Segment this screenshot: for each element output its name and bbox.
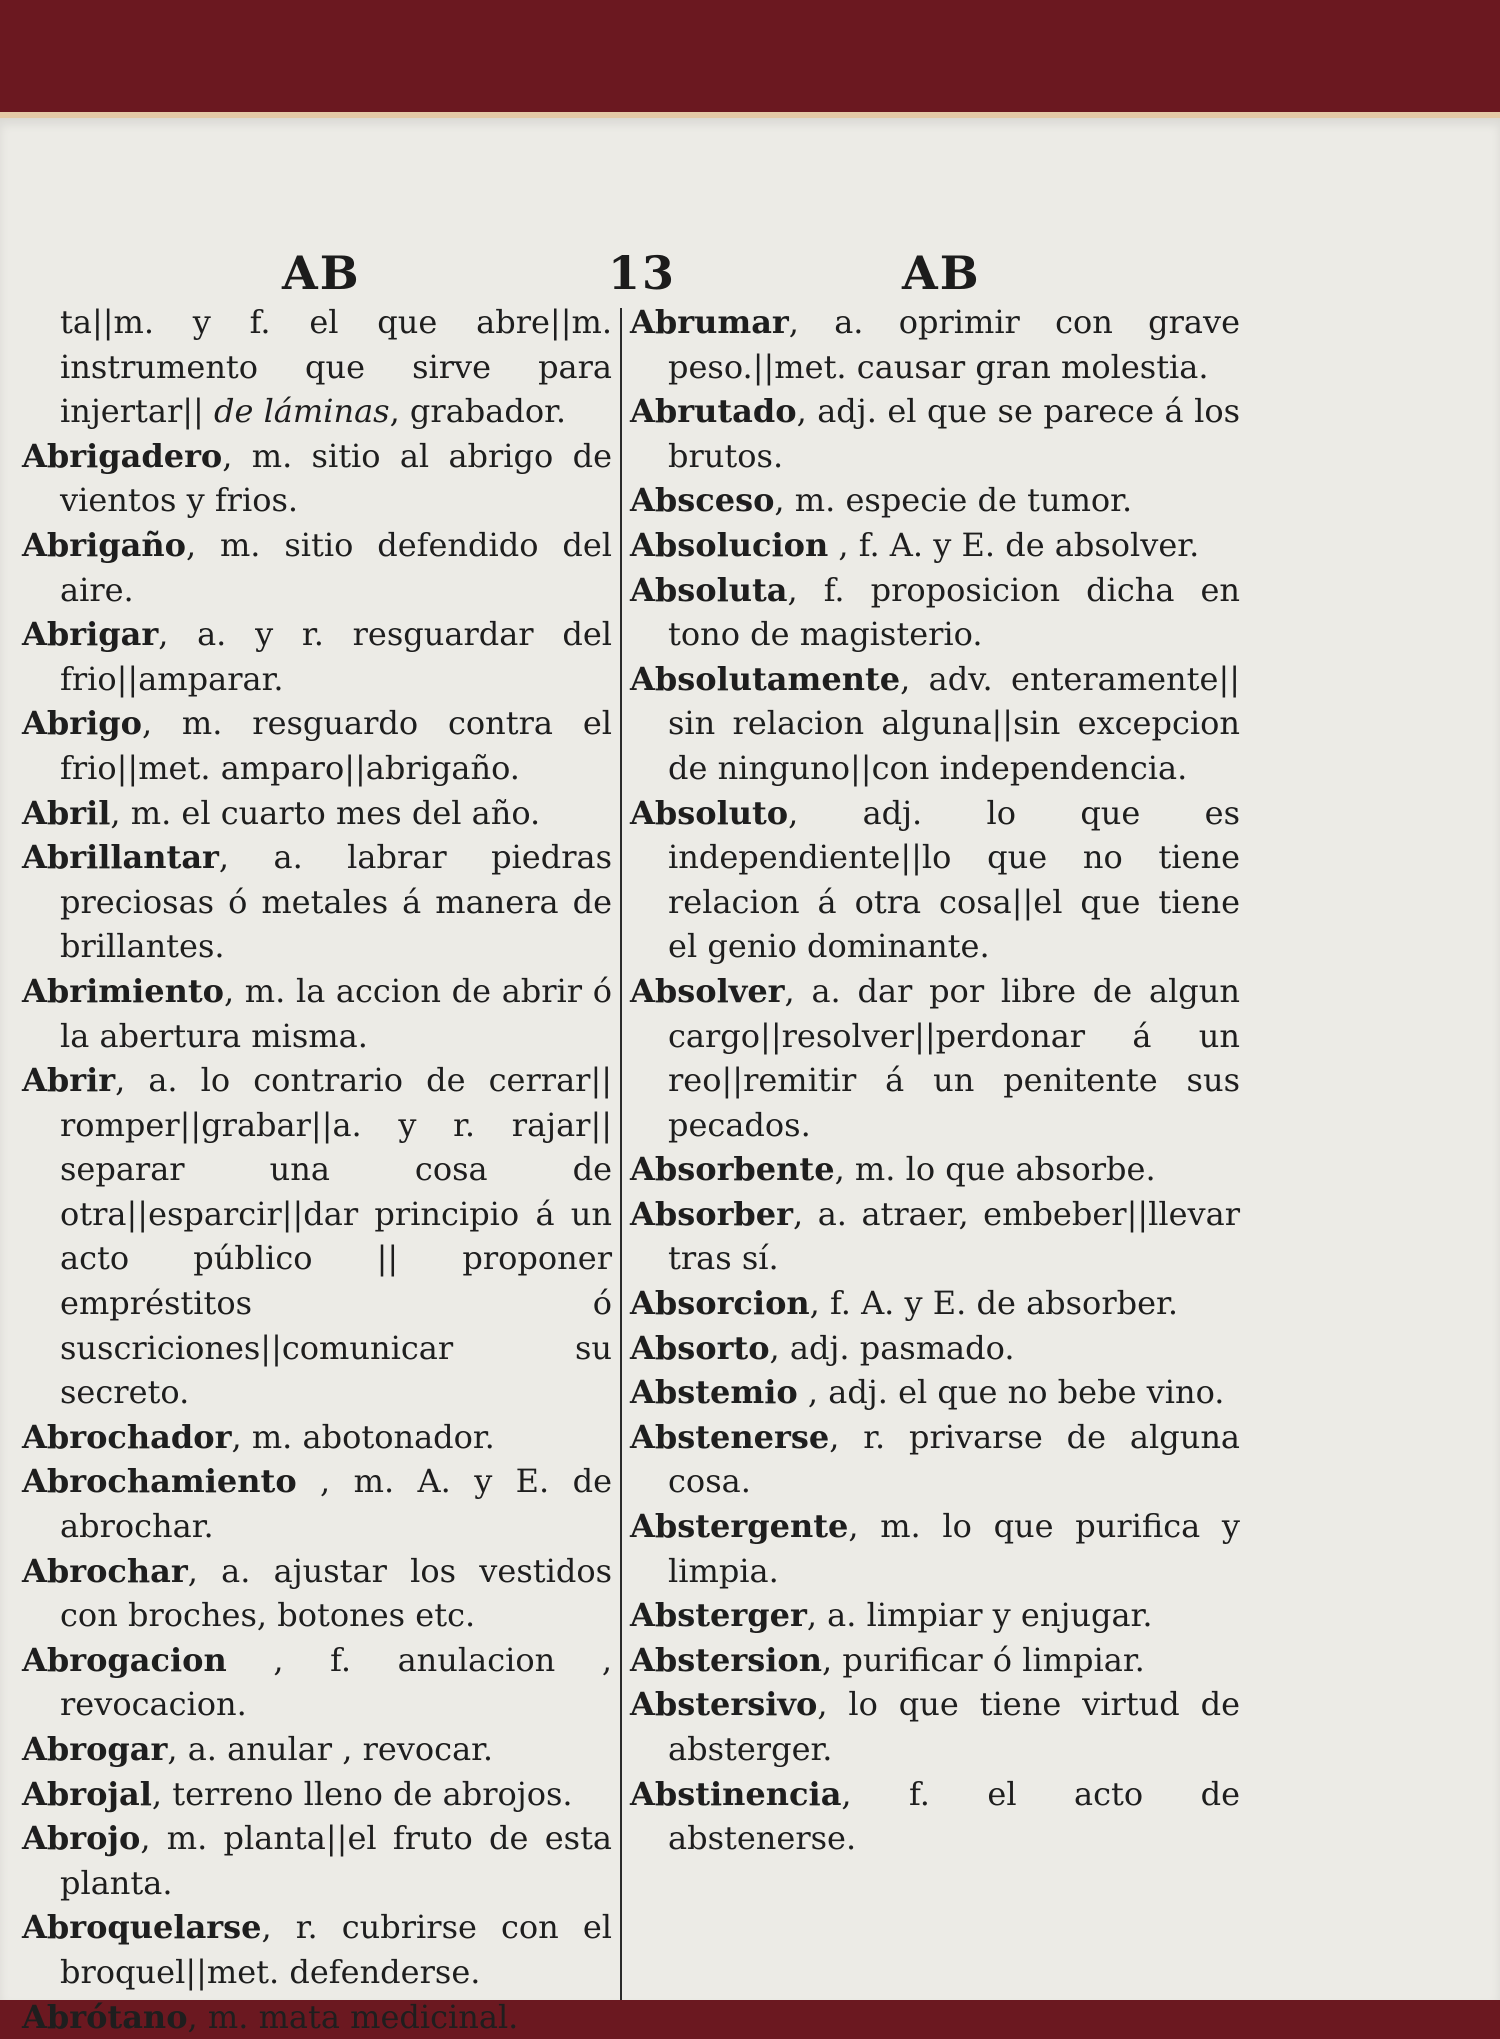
entry-definition: , m. la accion de abrir ó la abertura misma. [60, 971, 612, 1055]
entry-definition: , f. A. y E. de absolver. [828, 525, 1200, 564]
entry-headword: Absolutamente [630, 659, 901, 698]
entry-headword: Abril [22, 793, 111, 832]
entry-definition: , r. cubrirse con el broquel||met. defenderse. [60, 1908, 612, 1991]
dictionary-entry [22, 1905, 612, 1994]
dictionary-entry [22, 1816, 612, 1905]
entry-definition: , a. lo contrario de cerrar|| romper||grabar||a. y r. rajar|| separar una cosa de otra||esparcir||dar principio á un acto público || proponer empréstitos ó suscriciones||comunicar su secreto. [60, 1061, 612, 1412]
dictionary-entry [630, 1772, 1240, 1861]
entry-headword: Abrigar [22, 615, 159, 654]
dictionary-entry [630, 1638, 1240, 1683]
dictionary-entry [22, 1638, 612, 1727]
entry-definition: , f. proposicion dicha en tono de magisterio. [668, 570, 1240, 654]
entry-headword: Abrigo [22, 704, 142, 743]
entry-definition-tail: , grabador. [389, 392, 567, 431]
dictionary-entry [22, 1995, 612, 2039]
entry-headword: Abrochamiento [22, 1462, 297, 1501]
dictionary-entry [630, 389, 1240, 478]
entry-definition: ta||m. y f. el que abre||m. instrumento que sirve para injertar|| [60, 303, 612, 431]
entry-definition: , a. y r. resguardar del frio||amparar. [60, 615, 612, 698]
entry-definition: , adj. el que no bebe vino. [797, 1373, 1225, 1412]
entry-headword: Abrogar [22, 1730, 168, 1768]
entry-definition: , m. abotonador. [231, 1417, 495, 1456]
entry-definition: , m. planta||el fruto de esta planta. [60, 1819, 612, 1902]
left-column [22, 300, 612, 2039]
dictionary-entry [630, 791, 1240, 969]
entry-headword: Abrótano [22, 1997, 188, 2036]
entry-definition: , a. ajustar los vestidos con broches, botones etc. [60, 1551, 612, 1635]
running-head-left: AB [282, 246, 361, 300]
entry-italic-phrase: de láminas [213, 392, 390, 431]
entry-definition: , adj. lo que es independiente||lo que no tiene relacion á otra cosa||el que tiene el genio dominante. [668, 793, 1240, 966]
entry-definition: , a. dar por libre de algun cargo||resolver||perdonar á un reo||remitir á un penitente sus pecados. [668, 971, 1240, 1144]
dictionary-entry [630, 1192, 1240, 1281]
entry-headword: Absoluta [630, 570, 788, 609]
entry-headword: Abstinencia [630, 1774, 842, 1813]
entry-headword: Abrigaño [22, 525, 186, 564]
entry-definition: , f. anulacion , revocacion. [60, 1640, 612, 1724]
dictionary-entry [22, 1549, 612, 1638]
entry-definition: , m. resguardo contra el frio||met. amparo||abrigaño. [60, 704, 612, 787]
dictionary-entry [22, 612, 612, 701]
dictionary-entry [630, 1326, 1240, 1371]
dictionary-entry [22, 434, 612, 523]
entry-headword: Abrutado [630, 392, 797, 431]
dictionary-entry [630, 1593, 1240, 1638]
entry-headword: Abstemio [630, 1373, 798, 1412]
entry-headword: Absolver [630, 971, 785, 1010]
entry-headword: Abrojo [22, 1819, 141, 1858]
entry-headword: Absolucion [630, 525, 829, 564]
dictionary-entry [630, 1682, 1240, 1771]
dictionary-entry [22, 300, 612, 434]
entry-headword: Abrochador [22, 1417, 232, 1456]
dictionary-entry [22, 969, 612, 1058]
dictionary-entry [22, 1058, 612, 1415]
right-column [630, 300, 1240, 1861]
entry-headword: Abrillantar [22, 838, 219, 877]
entry-definition: , m. sitio al abrigo de vientos y frios. [60, 436, 612, 520]
entry-definition: , adj. el que se parece á los brutos. [668, 392, 1240, 475]
entry-definition: , a. oprimir con grave peso.||met. causar gran molestia. [668, 303, 1240, 386]
entry-definition: , m. lo que absorbe. [834, 1150, 1156, 1189]
entry-headword: Abstersion [630, 1640, 822, 1679]
entry-headword: Absceso [630, 481, 775, 520]
dictionary-entry [22, 701, 612, 790]
dictionary-entry [22, 1772, 612, 1817]
dictionary-entry [630, 300, 1240, 389]
entry-definition: , m. especie de tumor. [774, 481, 1133, 520]
entry-definition: , adj. pasmado. [769, 1328, 1015, 1367]
entry-definition: , terreno lleno de abrojos. [151, 1774, 573, 1813]
entry-headword: Abrochar [22, 1551, 188, 1590]
dictionary-entry [630, 568, 1240, 657]
entry-definition: , a. anular , revocar. [167, 1730, 494, 1768]
entry-headword: Absorber [630, 1194, 794, 1233]
entry-headword: Abrimiento [22, 971, 224, 1010]
entry-definition: , a. labrar piedras preciosas ó metales á manera de brillantes. [60, 838, 612, 966]
entry-definition: , purificar ó limpiar. [822, 1640, 1145, 1679]
dictionary-entry [630, 1504, 1240, 1593]
entry-headword: Absorcion [630, 1284, 810, 1323]
dictionary-entry [22, 523, 612, 612]
entry-definition: , r. privarse de alguna cosa. [668, 1417, 1240, 1501]
dictionary-entry [630, 478, 1240, 523]
entry-headword: Abrojal [22, 1774, 152, 1813]
dictionary-entry [630, 1147, 1240, 1192]
entry-headword: Absoluto [630, 793, 789, 832]
dictionary-entry [630, 1281, 1240, 1326]
dictionary-entry [630, 657, 1240, 791]
dictionary-entry [630, 1370, 1240, 1415]
column-divider [620, 308, 622, 2000]
entry-definition: , a. atraer, embeber||llevar tras sí. [668, 1194, 1240, 1278]
entry-headword: Abroquelarse [22, 1908, 262, 1947]
dictionary-entry [22, 1727, 612, 1772]
entry-headword: Abrumar [630, 303, 789, 341]
running-head-right: AB [902, 246, 981, 300]
entry-headword: Absorto [630, 1328, 770, 1367]
entry-definition: , adv. enteramente|| sin relacion alguna||sin excepcion de ninguno||con independencia. [668, 659, 1240, 787]
entry-definition: , a. limpiar y enjugar. [806, 1596, 1153, 1635]
entry-headword: Absorbente [630, 1150, 835, 1189]
entry-definition: , f. A. y E. de absorber. [809, 1284, 1178, 1323]
entry-headword: Abstersivo [630, 1685, 818, 1724]
entry-headword: Abrigadero [22, 436, 223, 475]
entry-headword: Abrogacion [22, 1640, 227, 1679]
entry-headword: Absterger [630, 1596, 807, 1635]
entry-definition: , m. mata medicinal. [187, 1997, 519, 2036]
entry-definition: , m. sitio defendido del aire. [60, 525, 612, 609]
entry-headword: Abstergente [630, 1507, 849, 1546]
entry-headword: Abrir [22, 1061, 116, 1100]
dictionary-entry [630, 969, 1240, 1147]
entry-definition: , f. el acto de abstenerse. [668, 1774, 1240, 1858]
dictionary-entry [630, 1415, 1240, 1504]
dictionary-entry [630, 523, 1240, 568]
entry-definition: , m. el cuarto mes del año. [110, 793, 541, 832]
entry-headword: Abstenerse [630, 1417, 830, 1456]
page-number: 13 [608, 246, 677, 300]
dictionary-entry [22, 1459, 612, 1548]
dictionary-entry [22, 1415, 612, 1460]
entry-definition: , m. A. y E. de abrochar. [60, 1462, 612, 1546]
entry-definition: , m. lo que purifica y limpia. [668, 1507, 1240, 1590]
entry-definition: , lo que tiene virtud de absterger. [668, 1685, 1240, 1768]
dictionary-entry [22, 791, 612, 836]
dictionary-entry [22, 835, 612, 969]
